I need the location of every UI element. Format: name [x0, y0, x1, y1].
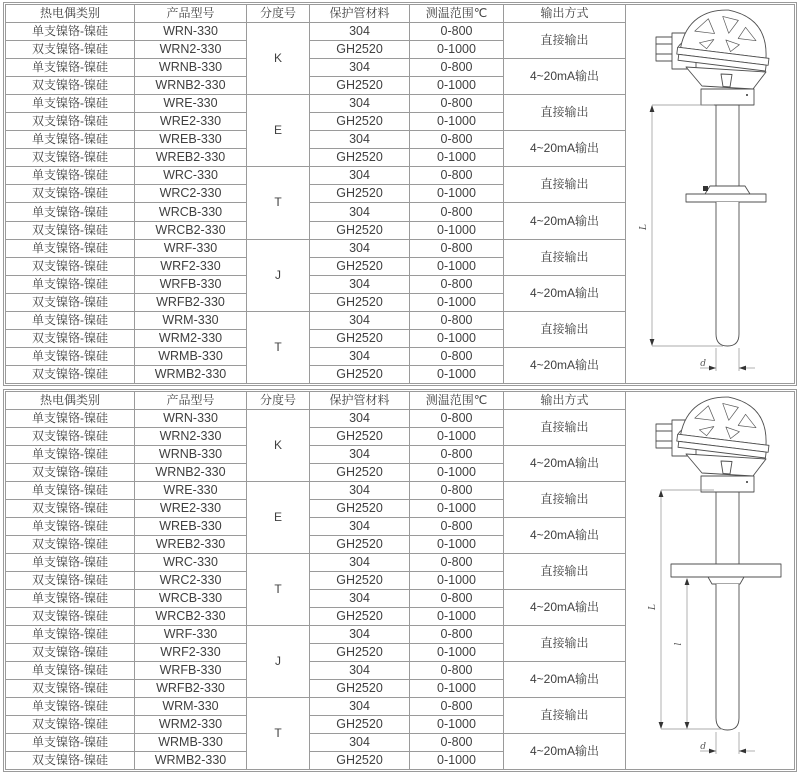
output-cell: 直接输出 — [504, 626, 626, 662]
thermocouple-drawing-cell — [626, 392, 795, 770]
model-cell: WRMB-330 — [135, 347, 247, 365]
model-cell: WRMB2-330 — [135, 366, 247, 384]
category-cell: 双支镍铬-镍硅 — [6, 464, 135, 482]
output-cell: 直接输出 — [504, 410, 626, 446]
output-cell: 4~20mA输出 — [504, 734, 626, 770]
column-header: 保护管材料 — [310, 392, 410, 410]
material-cell: 304 — [310, 554, 410, 572]
range-cell: 0-800 — [410, 446, 504, 464]
model-cell: WRE-330 — [135, 95, 247, 113]
thermocouple-spec-table — [5, 4, 795, 384]
category-cell: 单支镍铬-镍硅 — [6, 239, 135, 257]
column-header: 热电偶类别 — [6, 392, 135, 410]
material-cell: GH2520 — [310, 644, 410, 662]
model-cell: WRE-330 — [135, 482, 247, 500]
model-cell: WRE2-330 — [135, 500, 247, 518]
range-cell: 0-800 — [410, 554, 504, 572]
material-cell: 304 — [310, 95, 410, 113]
range-cell: 0-1000 — [410, 257, 504, 275]
spec-table-block-2 — [3, 389, 797, 772]
model-cell: WRFB-330 — [135, 662, 247, 680]
output-cell: 直接输出 — [504, 698, 626, 734]
category-cell: 双支镍铬-镍硅 — [6, 113, 135, 131]
material-cell: GH2520 — [310, 185, 410, 203]
model-cell: WRN-330 — [135, 410, 247, 428]
category-cell: 双支镍铬-镍硅 — [6, 680, 135, 698]
mounting-boss — [703, 186, 750, 194]
material-cell: 304 — [310, 446, 410, 464]
column-header: 测温范围℃ — [410, 392, 504, 410]
index-code-cell: T — [247, 554, 310, 626]
range-cell: 0-800 — [410, 167, 504, 185]
column-header: 分度号 — [247, 5, 310, 23]
model-cell: WREB2-330 — [135, 536, 247, 554]
model-cell: WRCB-330 — [135, 203, 247, 221]
model-cell: WRC2-330 — [135, 572, 247, 590]
category-cell: 单支镍铬-镍硅 — [6, 203, 135, 221]
category-cell: 双支镍铬-镍硅 — [6, 77, 135, 95]
output-cell: 4~20mA输出 — [504, 131, 626, 167]
output-cell: 4~20mA输出 — [504, 203, 626, 239]
model-cell: WRNB2-330 — [135, 77, 247, 95]
index-code-cell: T — [247, 698, 310, 770]
material-cell: 304 — [310, 734, 410, 752]
material-cell: 304 — [310, 167, 410, 185]
connection-head — [656, 392, 774, 492]
material-cell: 304 — [310, 410, 410, 428]
range-cell: 0-800 — [410, 275, 504, 293]
material-cell: GH2520 — [310, 536, 410, 554]
range-cell: 0-1000 — [410, 716, 504, 734]
model-cell: WRN2-330 — [135, 41, 247, 59]
range-cell: 0-800 — [410, 698, 504, 716]
flange — [671, 564, 781, 577]
category-cell: 单支镍铬-镍硅 — [6, 23, 135, 41]
model-cell: WRNB2-330 — [135, 464, 247, 482]
category-cell: 单支镍铬-镍硅 — [6, 482, 135, 500]
category-cell: 单支镍铬-镍硅 — [6, 167, 135, 185]
range-cell: 0-800 — [410, 482, 504, 500]
model-cell: WRC-330 — [135, 167, 247, 185]
category-cell: 单支镍铬-镍硅 — [6, 626, 135, 644]
range-cell: 0-800 — [410, 518, 504, 536]
category-cell: 单支镍铬-镍硅 — [6, 410, 135, 428]
range-cell: 0-1000 — [410, 752, 504, 770]
dim-label-L: L — [648, 604, 658, 610]
model-cell: WRM2-330 — [135, 329, 247, 347]
material-cell: GH2520 — [310, 680, 410, 698]
category-cell: 单支镍铬-镍硅 — [6, 446, 135, 464]
range-cell: 0-1000 — [410, 536, 504, 554]
output-cell: 直接输出 — [504, 239, 626, 275]
model-cell: WRC2-330 — [135, 185, 247, 203]
range-cell: 0-800 — [410, 311, 504, 329]
column-header: 热电偶类别 — [6, 5, 135, 23]
dimension-insert-length — [674, 578, 689, 729]
category-cell: 单支镍铬-镍硅 — [6, 311, 135, 329]
category-cell: 双支镍铬-镍硅 — [6, 536, 135, 554]
range-cell: 0-1000 — [410, 329, 504, 347]
category-cell: 双支镍铬-镍硅 — [6, 293, 135, 311]
material-cell: GH2520 — [310, 113, 410, 131]
range-cell: 0-1000 — [410, 149, 504, 167]
column-header: 分度号 — [247, 392, 310, 410]
table-body — [6, 392, 795, 770]
range-cell: 0-1000 — [410, 464, 504, 482]
category-cell: 双支镍铬-镍硅 — [6, 644, 135, 662]
range-cell: 0-1000 — [410, 572, 504, 590]
model-cell: WRM-330 — [135, 311, 247, 329]
dimension-length — [648, 490, 723, 729]
model-cell: WRF2-330 — [135, 644, 247, 662]
column-header: 保护管材料 — [310, 5, 410, 23]
model-cell: WRF-330 — [135, 626, 247, 644]
model-cell: WREB2-330 — [135, 149, 247, 167]
output-cell: 直接输出 — [504, 95, 626, 131]
model-cell: WRN2-330 — [135, 428, 247, 446]
range-cell: 0-800 — [410, 203, 504, 221]
range-cell: 0-800 — [410, 59, 504, 77]
material-cell: 304 — [310, 626, 410, 644]
category-cell: 双支镍铬-镍硅 — [6, 257, 135, 275]
material-cell: 304 — [310, 347, 410, 365]
thermocouple-figure — [626, 5, 794, 383]
model-cell: WRNB-330 — [135, 59, 247, 77]
category-cell: 单支镍铬-镍硅 — [6, 698, 135, 716]
column-header: 产品型号 — [135, 5, 247, 23]
category-cell: 双支镍铬-镍硅 — [6, 752, 135, 770]
thermocouple-spec-table — [5, 391, 795, 770]
material-cell: 304 — [310, 131, 410, 149]
dim-label-d: d — [700, 742, 706, 752]
thermocouple-drawing-cell — [626, 5, 795, 384]
range-cell: 0-800 — [410, 410, 504, 428]
model-cell: WREB-330 — [135, 131, 247, 149]
output-cell: 直接输出 — [504, 167, 626, 203]
model-cell: WRM-330 — [135, 698, 247, 716]
dimension-diameter — [700, 348, 755, 371]
range-cell: 0-1000 — [410, 428, 504, 446]
range-cell: 0-800 — [410, 239, 504, 257]
model-cell: WRMB2-330 — [135, 752, 247, 770]
output-cell: 4~20mA输出 — [504, 59, 626, 95]
category-cell: 双支镍铬-镍硅 — [6, 716, 135, 734]
output-cell: 4~20mA输出 — [504, 347, 626, 383]
material-cell: GH2520 — [310, 41, 410, 59]
category-cell: 单支镍铬-镍硅 — [6, 131, 135, 149]
range-cell: 0-1000 — [410, 644, 504, 662]
category-cell: 单支镍铬-镍硅 — [6, 518, 135, 536]
thermocouple-figure — [626, 392, 794, 768]
range-cell: 0-800 — [410, 590, 504, 608]
stem-tube — [716, 492, 739, 564]
output-cell: 直接输出 — [504, 23, 626, 59]
category-cell: 双支镍铬-镍硅 — [6, 149, 135, 167]
output-cell: 4~20mA输出 — [504, 518, 626, 554]
material-cell: GH2520 — [310, 500, 410, 518]
index-code-cell: E — [247, 482, 310, 554]
column-header: 输出方式 — [504, 392, 626, 410]
material-cell: 304 — [310, 590, 410, 608]
output-cell: 直接输出 — [504, 482, 626, 518]
index-code-cell: K — [247, 23, 310, 95]
index-code-cell: J — [247, 626, 310, 698]
range-cell: 0-1000 — [410, 185, 504, 203]
dimension-diameter — [700, 732, 755, 754]
model-cell: WRFB-330 — [135, 275, 247, 293]
output-cell: 4~20mA输出 — [504, 446, 626, 482]
dim-label-d: d — [700, 359, 706, 369]
material-cell: GH2520 — [310, 329, 410, 347]
dim-label-l: l — [674, 642, 684, 646]
material-cell: 304 — [310, 662, 410, 680]
material-cell: GH2520 — [310, 257, 410, 275]
spec-table-block-1 — [3, 2, 797, 386]
stem-tube — [716, 105, 739, 186]
connection-head — [656, 5, 774, 105]
range-cell: 0-1000 — [410, 77, 504, 95]
model-cell: WRM2-330 — [135, 716, 247, 734]
category-cell: 单支镍铬-镍硅 — [6, 590, 135, 608]
model-cell: WRNB-330 — [135, 446, 247, 464]
range-cell: 0-800 — [410, 131, 504, 149]
output-cell: 4~20mA输出 — [504, 662, 626, 698]
material-cell: 304 — [310, 239, 410, 257]
material-cell: GH2520 — [310, 77, 410, 95]
table-body — [6, 5, 795, 384]
category-cell: 单支镍铬-镍硅 — [6, 95, 135, 113]
category-cell: 单支镍铬-镍硅 — [6, 554, 135, 572]
material-cell: 304 — [310, 518, 410, 536]
material-cell: GH2520 — [310, 464, 410, 482]
model-cell: WRFB2-330 — [135, 680, 247, 698]
material-cell: GH2520 — [310, 752, 410, 770]
dimension-length — [639, 105, 723, 346]
range-cell: 0-1000 — [410, 366, 504, 384]
index-code-cell: T — [247, 167, 310, 239]
header-row — [6, 392, 795, 410]
model-cell: WRMB-330 — [135, 734, 247, 752]
category-cell: 双支镍铬-镍硅 — [6, 41, 135, 59]
category-cell: 单支镍铬-镍硅 — [6, 347, 135, 365]
output-cell: 直接输出 — [504, 554, 626, 590]
material-cell: 304 — [310, 482, 410, 500]
range-cell: 0-800 — [410, 626, 504, 644]
header-row — [6, 5, 795, 23]
material-cell: 304 — [310, 59, 410, 77]
material-cell: GH2520 — [310, 428, 410, 446]
material-cell: GH2520 — [310, 366, 410, 384]
category-cell: 单支镍铬-镍硅 — [6, 662, 135, 680]
output-cell: 直接输出 — [504, 311, 626, 347]
category-cell: 双支镍铬-镍硅 — [6, 572, 135, 590]
material-cell: 304 — [310, 698, 410, 716]
material-cell: 304 — [310, 275, 410, 293]
material-cell: GH2520 — [310, 293, 410, 311]
model-cell: WREB-330 — [135, 518, 247, 536]
model-cell: WRC-330 — [135, 554, 247, 572]
index-code-cell: K — [247, 410, 310, 482]
model-cell: WRCB2-330 — [135, 221, 247, 239]
category-cell: 双支镍铬-镍硅 — [6, 221, 135, 239]
output-cell: 4~20mA输出 — [504, 590, 626, 626]
model-cell: WRCB2-330 — [135, 608, 247, 626]
probe-sheath — [716, 584, 739, 730]
category-cell: 单支镍铬-镍硅 — [6, 59, 135, 77]
range-cell: 0-800 — [410, 23, 504, 41]
column-header: 测温范围℃ — [410, 5, 504, 23]
range-cell: 0-1000 — [410, 293, 504, 311]
range-cell: 0-1000 — [410, 608, 504, 626]
material-cell: GH2520 — [310, 608, 410, 626]
category-cell: 双支镍铬-镍硅 — [6, 608, 135, 626]
column-header: 输出方式 — [504, 5, 626, 23]
material-cell: GH2520 — [310, 221, 410, 239]
category-cell: 双支镍铬-镍硅 — [6, 366, 135, 384]
range-cell: 0-800 — [410, 95, 504, 113]
material-cell: GH2520 — [310, 716, 410, 734]
index-code-cell: J — [247, 239, 310, 311]
range-cell: 0-1000 — [410, 41, 504, 59]
model-cell: WRFB2-330 — [135, 293, 247, 311]
dim-label-L: L — [639, 224, 649, 230]
material-cell: 304 — [310, 23, 410, 41]
category-cell: 双支镍铬-镍硅 — [6, 428, 135, 446]
flange — [686, 194, 766, 202]
probe-sheath — [716, 202, 739, 346]
output-cell: 4~20mA输出 — [504, 275, 626, 311]
material-cell: GH2520 — [310, 149, 410, 167]
material-cell: 304 — [310, 311, 410, 329]
range-cell: 0-1000 — [410, 500, 504, 518]
category-cell: 单支镍铬-镍硅 — [6, 275, 135, 293]
category-cell: 双支镍铬-镍硅 — [6, 329, 135, 347]
range-cell: 0-1000 — [410, 680, 504, 698]
range-cell: 0-1000 — [410, 221, 504, 239]
mounting-boss — [708, 577, 744, 584]
category-cell: 单支镍铬-镍硅 — [6, 734, 135, 752]
index-code-cell: T — [247, 311, 310, 383]
range-cell: 0-800 — [410, 734, 504, 752]
material-cell: 304 — [310, 203, 410, 221]
range-cell: 0-800 — [410, 662, 504, 680]
model-cell: WRF2-330 — [135, 257, 247, 275]
model-cell: WRCB-330 — [135, 590, 247, 608]
category-cell: 双支镍铬-镍硅 — [6, 185, 135, 203]
material-cell: GH2520 — [310, 572, 410, 590]
range-cell: 0-1000 — [410, 113, 504, 131]
model-cell: WRE2-330 — [135, 113, 247, 131]
model-cell: WRF-330 — [135, 239, 247, 257]
model-cell: WRN-330 — [135, 23, 247, 41]
index-code-cell: E — [247, 95, 310, 167]
column-header: 产品型号 — [135, 392, 247, 410]
category-cell: 双支镍铬-镍硅 — [6, 500, 135, 518]
range-cell: 0-800 — [410, 347, 504, 365]
